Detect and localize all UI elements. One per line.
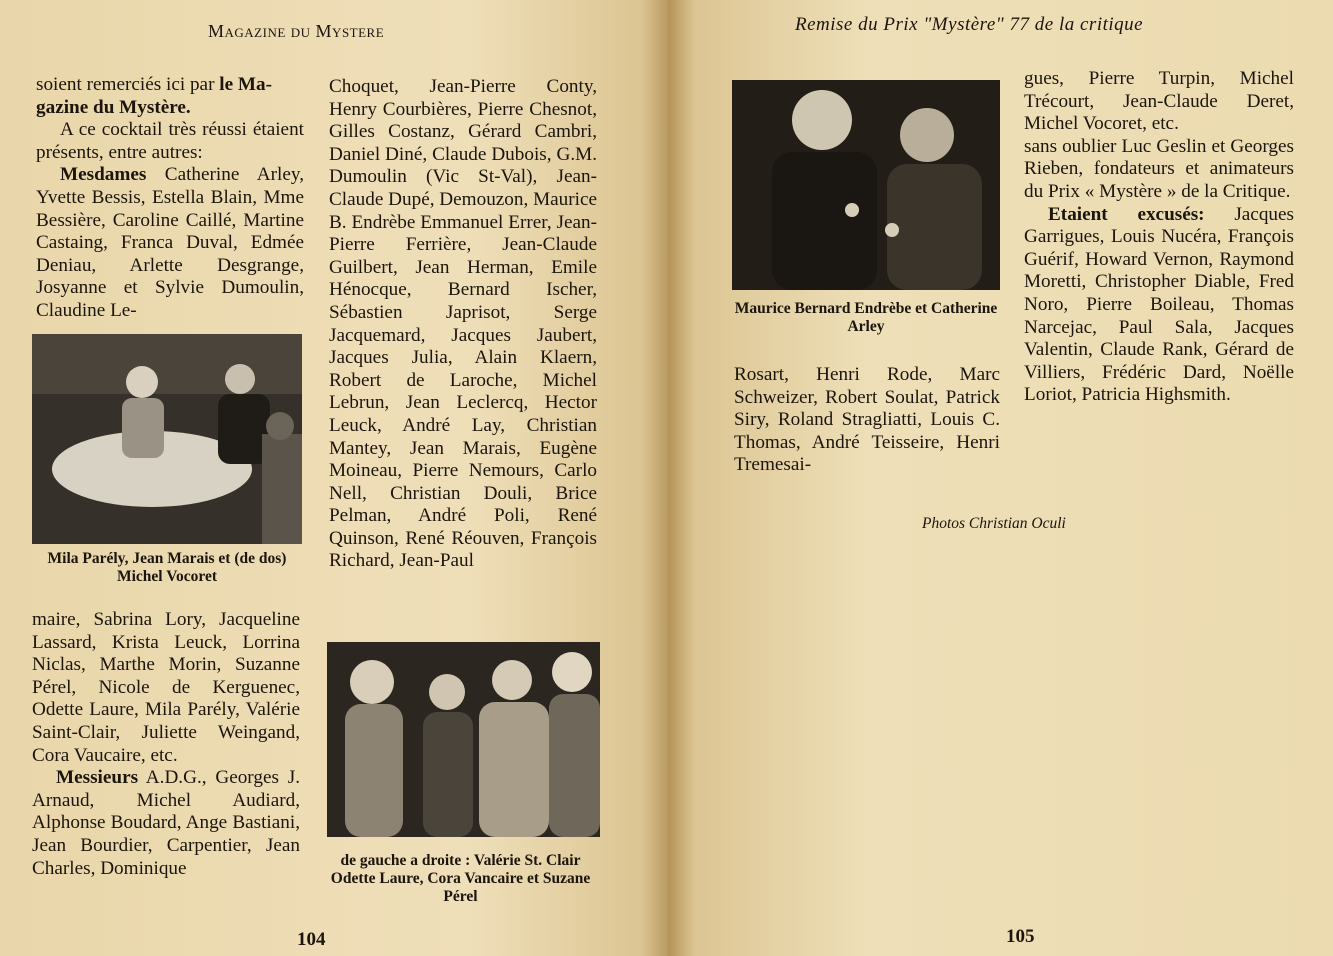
- mesdames-continued: maire, Sabrina Lory, Jacqueline Lassard, Krista Leuck, Lorrina Niclas, Marthe Morin, Suzanne Pérel, Nicole de Kerguenec, Odette Laure, Mila Parély, Valérie Saint-Clair, Juliette Weingand, Cora Vaucaire, etc.: [32, 609, 300, 766]
- intro-text: [36, 74, 304, 119]
- messieurs-list-end: gues, Pierre Turpin, Michel Trécourt, Jean-Claude Deret, Michel Vocoret, etc.: [1024, 68, 1294, 135]
- messieurs-paragraph: [32, 767, 300, 880]
- magazine-name-part2: gazine du Mystère.: [36, 96, 191, 118]
- excuses-label: Etaient excusés:: [1048, 203, 1205, 225]
- mesdames-list: Catherine Arley, Yvette Bessis, Estella Blain, Mme Bessière, Caroline Caillé, Martine Castaing, Franca Duval, Edmée Deniau, Arlette Desgrange, Josyanne et Sylvie Dumoulin, Claudine Le-: [36, 164, 304, 321]
- photo-endrebe-arley-image: [732, 80, 1000, 290]
- photo-credit: Photos Christian Oculi: [922, 515, 1066, 532]
- page-105: [668, 0, 1333, 956]
- mesdames-paragraph: [36, 164, 304, 322]
- messieurs-label: Messieurs: [56, 767, 139, 789]
- photo-cocktail-table-image: [32, 334, 302, 544]
- excuses-paragraph: [1024, 204, 1294, 407]
- right-column-1: [734, 364, 1000, 477]
- photo-four-women-image: [327, 642, 600, 837]
- messieurs-list-continued: Choquet, Jean-Pierre Conty, Henry Courbières, Pierre Chesnot, Gilles Costanz, Gérard Cambri, Daniel Diné, Claude Dubois, G.M. Dumoulin (Vic St-Val), Jean-Claude Dupé, Demouzon, Maurice B. Endrèbe Emmanuel Errer, Jean-Pierre Ferrière, Jean-Claude Guilbert, Jean Herman, Emile Hénocque, Bernard Ischer, Sébastien Japrisot, Serge Jacquemard, Jacques Jaubert, Jacques Julia, Alain Klaern, Robert de Laroche, Michel Lebrun, Jean Leclercq, Hector Leuck, André Lay, Christian Mantey, Jean Marais, Eugène Moineau, Pierre Nemours, Carlo Nell, Christian Douli, Brice Pelman, André Poli, René Quinson, René Réouven, François Richard, Jean-Paul: [329, 76, 598, 572]
- messieurs-list: A.D.G., Georges J. Arnaud, Michel Audiard, Alphonse Boudard, Ange Bastiani, Jean Bourdier, Carpentier, Jean Charles, Dominique: [32, 767, 300, 879]
- right-column-2: [1024, 68, 1294, 407]
- left-column-1-bottom: [32, 609, 300, 880]
- intro-pre: soient remerciés ici par: [36, 74, 220, 95]
- running-header-right: Remise du Prix "Mystère" 77 de la critique: [795, 14, 1144, 35]
- photo2-caption: de gauche a droite : Valérie St. Clair Odette Laure, Cora Vancaire et Suzane Pérel: [330, 852, 591, 905]
- page-number-left: 104: [297, 929, 326, 950]
- messieurs-list-continued-2: Rosart, Henri Rode, Marc Schweizer, Robert Soulat, Patrick Siry, Roland Stragliatti, Louis C. Thomas, André Teisseire, Henri Tremesai-: [734, 364, 1000, 476]
- page-number-right: 105: [1006, 926, 1035, 947]
- left-column-2: [329, 76, 597, 573]
- photo-four-women: [327, 642, 600, 837]
- photo3-caption: Maurice Bernard Endrèbe et Catherine Arley: [734, 300, 998, 335]
- left-column-1-top: [36, 74, 304, 323]
- excuses-list: Jacques Garrigues, Louis Nucéra, François Guérif, Howard Vernon, Raymond Moretti, Christopher Diable, Fred Noro, Pierre Boileau, Thomas Narcejac, Paul Sala, Jacques Valentin, Claude Rank, Gérard de Villiers, Frédéric Dard, Noëlle Loriot, Patricia Highsmith.: [1024, 203, 1294, 406]
- running-header-left: Magazine du Mystere: [208, 21, 385, 41]
- photo-cocktail-table: [32, 334, 302, 544]
- founders-paragraph: sans oublier Luc Geslin et Georges Rieben, fondateurs et animateurs du Prix « Mystère » de la Critique.: [1024, 135, 1294, 202]
- photo-endrebe-arley: [732, 80, 1000, 290]
- cocktail-paragraph: A ce cocktail très réussi étaient présents, entre autres:: [36, 119, 304, 163]
- mesdames-label: Mesdames: [60, 164, 147, 186]
- photo1-caption: Mila Parély, Jean Marais et (de dos) Michel Vocoret: [47, 550, 287, 585]
- magazine-name-part1: le Ma-: [219, 74, 273, 95]
